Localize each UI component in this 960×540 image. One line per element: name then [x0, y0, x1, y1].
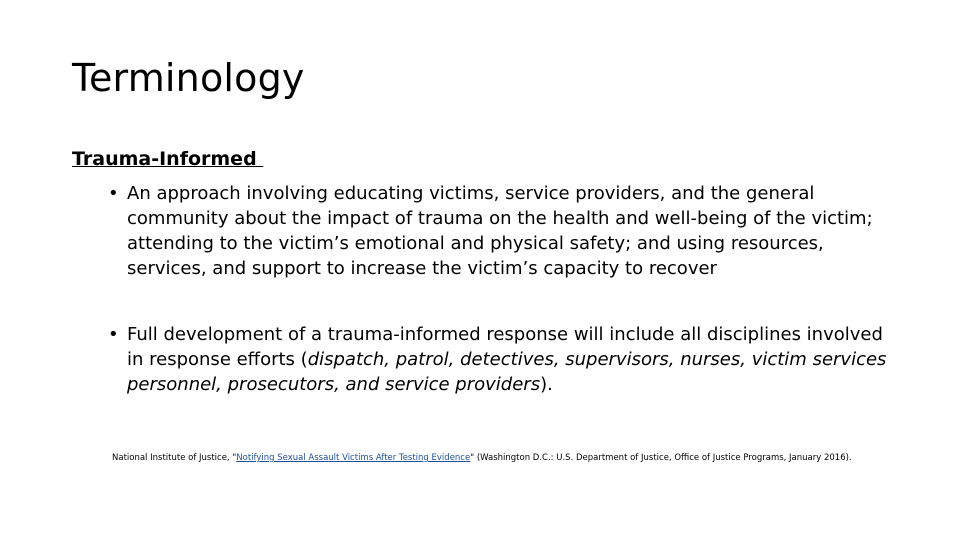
slide-title: Terminology — [72, 56, 305, 100]
bullet-text-disciplines: dispatch, patrol, detectives, supervisors, nurses, victim services personnel, prosecutors, and service providers — [127, 349, 887, 395]
bullet-item-development — [108, 322, 888, 397]
bullet-text: An approach involving educating victims, service providers, and the general community about the impact of trauma on the health and well-being of the victim; attending to the victim’s emotional and physical safety; and using resources, services, and support to increase the victim’s capacity to recover — [127, 183, 873, 279]
citation — [112, 453, 852, 463]
bullet-item-approach — [108, 181, 888, 281]
citation-prefix: National Institute of Justice, " — [112, 453, 237, 463]
bullet-list — [108, 181, 888, 397]
citation-suffix: " (Washington D.C.: U.S. Department of Justice, Office of Justice Programs, January 2016). — [470, 453, 852, 463]
bullet-icon: • — [108, 183, 119, 204]
bullet-text-end: ). — [540, 374, 553, 395]
section-heading: Trauma-Informed — [72, 148, 264, 170]
bullet-text-start: Full development of a trauma-informed response will include all disciplines involved in response efforts ( — [127, 324, 883, 370]
citation-link[interactable]: Notifying Sexual Assault Victims After Testing Evidence — [236, 453, 471, 463]
bullet-icon: • — [108, 324, 119, 345]
